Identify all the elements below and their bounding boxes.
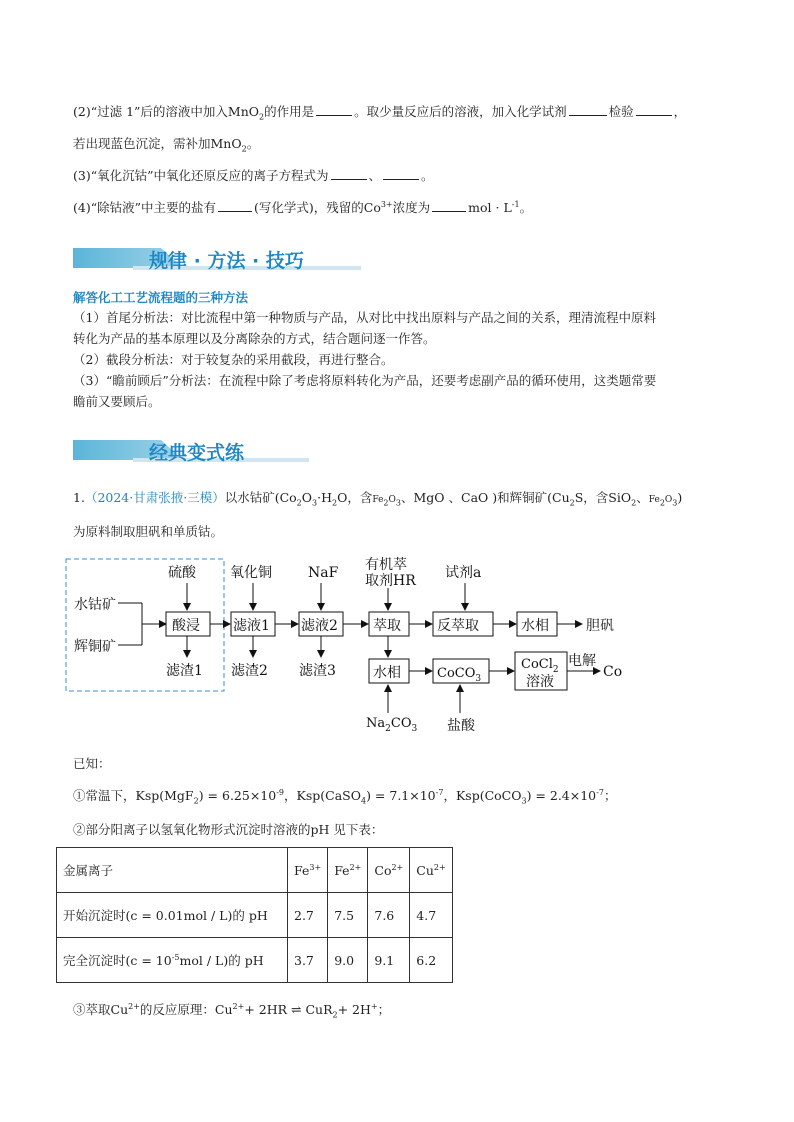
svg-text:Na2CO3: [366, 716, 417, 734]
answer-blank[interactable]: [569, 104, 607, 116]
table-cell: 开始沉淀时(c = 0.01mol / L)的 pH: [57, 893, 288, 938]
q2-text-c: 。取少量反应后的溶液，加入化学试剂: [354, 104, 567, 119]
q3-text-c: 。: [421, 168, 434, 183]
ksp-text: ①常温下，Ksp(MgF: [73, 788, 194, 803]
product-2-label: Co: [603, 664, 623, 680]
ksp-text: ，Ksp(CaSO: [284, 788, 361, 803]
stem-sub: 2: [659, 498, 665, 508]
ph-table: [56, 847, 453, 983]
ksp-exp: -7: [596, 787, 604, 797]
table-header-sup: 2+: [391, 862, 404, 872]
question-3: [73, 168, 434, 184]
q4-text-e: 。: [519, 200, 533, 215]
question-4: [73, 200, 532, 216]
q2-text-d: 检验: [608, 104, 634, 119]
ksp-sub: 3: [521, 796, 527, 806]
extractant-label-2: 取剂HR: [365, 573, 416, 589]
na2co3-label: Na: [366, 716, 386, 731]
cocl2-label: CoCl: [521, 657, 553, 672]
ksp-sub: 2: [193, 796, 199, 806]
filtrate-1-label: 滤液1: [233, 618, 270, 634]
problem-1-line-1: [73, 490, 682, 508]
table-row: [57, 938, 453, 983]
known-item-1: [73, 788, 616, 804]
row2-label: 完全沉淀时(c = 10: [63, 953, 172, 968]
coco3-label: CoCO: [437, 666, 476, 681]
ksp-exp: -9: [276, 787, 285, 797]
extract-label: 萃取: [373, 618, 401, 634]
known-item-3: [73, 1002, 390, 1018]
stem-sub: 2: [383, 498, 389, 508]
table-row: [57, 848, 453, 893]
reaction-sup: 2+: [232, 1001, 245, 1011]
stem-sub: 2: [631, 498, 637, 508]
q2-line2-sub: 2: [241, 144, 247, 154]
answer-blank[interactable]: [636, 104, 672, 116]
ksp-text: ；: [603, 788, 617, 803]
ksp-text: ) = 6.25×10: [198, 788, 277, 803]
stem-text: O: [301, 490, 313, 505]
hcl-label: 盐酸: [447, 718, 475, 734]
answer-blank[interactable]: [316, 104, 352, 116]
method-2: （2）截段分析法：对于较复杂的采用截段，再进行整合。: [73, 352, 394, 367]
q2-text-a: (2)“过滤 1”后的溶液中加入MnO: [73, 104, 260, 119]
residue-3-label: 滤渣3: [299, 663, 336, 679]
stem-sub: 3: [395, 498, 401, 508]
answer-blank[interactable]: [331, 168, 367, 180]
ksp-exp: -7: [435, 787, 444, 797]
stem-text: O: [388, 495, 396, 505]
stem-text: 、: [636, 490, 649, 505]
stem-text: ·H: [317, 490, 332, 505]
electrolysis-label: 电解: [568, 653, 596, 669]
na2co3-mid: CO: [390, 716, 412, 731]
table-header: Fe: [334, 862, 350, 878]
filtrate-2-label: 滤液2: [301, 618, 338, 634]
table-header: Cu: [416, 862, 434, 878]
stem-text: S，含SiO: [574, 490, 632, 505]
table-cell: 3.7: [288, 938, 328, 983]
table-cell: 7.5: [328, 893, 368, 938]
ksp-sub: 4: [360, 796, 367, 806]
table-header-sup: 2+: [349, 862, 362, 872]
ore-1-label: 水钴矿: [74, 597, 116, 613]
section-title: 经典变式练: [149, 442, 245, 464]
q4-text-a: (4)“除钴液”中主要的盐有: [73, 200, 216, 215]
stem-sub: 2: [331, 498, 338, 508]
reagent-a-label: 试剂a: [445, 565, 482, 581]
cocl2-solution-label: 溶液: [526, 674, 554, 690]
source-tag: （2024·甘肃张掖·三模）: [84, 490, 225, 505]
product-1-label: 胆矾: [586, 618, 614, 634]
answer-blank[interactable]: [383, 168, 419, 180]
table-header: Co: [374, 862, 392, 878]
acid-label: 硫酸: [168, 565, 196, 581]
table-cell: 7.6: [368, 893, 410, 938]
stem-text: O: [664, 495, 673, 505]
known-title: 已知：: [73, 756, 111, 771]
ksp-text: ) = 2.4×10: [526, 788, 597, 803]
method-3-line-2: 瞻前又要顾后。: [73, 394, 161, 409]
extractant-label-1: 有机萃: [365, 557, 407, 573]
table-cell: 4.7: [410, 893, 452, 938]
q4-text-d: mol · L: [468, 200, 512, 215]
method-3-line-1: （3）“瞻前顾后”分析法：在流程中除了考虑将原料转化为产品，还要考虑副产品的循环使用，这类题常要: [73, 373, 657, 388]
residue-2-label: 滤渣2: [231, 663, 268, 679]
table-cell: 2.7: [288, 893, 328, 938]
q2-sub: 2: [259, 112, 265, 122]
aqueous-1-label: 水相: [521, 618, 549, 634]
q4-text-c: 浓度为: [392, 200, 431, 215]
ksp-text: ，Ksp(CoCO: [443, 788, 522, 803]
ksp-text: ) = 7.1×10: [366, 788, 436, 803]
aqueous-2-label: 水相: [373, 665, 401, 681]
table-header-sup: 2+: [433, 862, 446, 872]
stem-text: Fe: [372, 495, 384, 505]
answer-blank[interactable]: [432, 200, 466, 212]
coco3-sub: 3: [475, 674, 482, 684]
q4-sup2: -1: [511, 199, 520, 209]
stem-sub: 2: [569, 498, 575, 508]
cocl2-sub: 2: [552, 665, 559, 675]
reaction-sup: +: [370, 1001, 378, 1011]
stem-text: Fe: [648, 495, 660, 505]
question-2-line-2: [73, 136, 259, 152]
stem-text: 、MgO 、CaO )和辉铜矿(Cu: [401, 490, 570, 505]
answer-blank[interactable]: [218, 200, 252, 212]
q4-sup: 3+: [380, 199, 393, 209]
table-header-sup: 3+: [309, 862, 322, 872]
table-cell: 6.2: [410, 938, 452, 983]
table-header: Fe: [294, 862, 310, 878]
method-1-line-1: （1）首尾分析法：对比流程中第一种物质与产品，从对比中找出原料与产品之间的关系，理清流程中原料: [73, 310, 656, 325]
problem-number: 1.: [73, 490, 85, 505]
table-cell: 9.0: [328, 938, 368, 983]
table-cell: 9.1: [368, 938, 410, 983]
table-row: [57, 893, 453, 938]
reaction-sub: 2: [332, 1010, 338, 1020]
svg-text:CoCl2: [521, 657, 559, 675]
row2-label-sup: -5: [171, 952, 180, 962]
table-header: 金属离子: [57, 848, 288, 893]
back-extract-label: 反萃取: [437, 618, 479, 634]
reaction-text: ③萃取Cu: [73, 1002, 129, 1017]
q2-text-e: ，: [673, 104, 687, 119]
reaction-text: 的反应原理：Cu: [139, 1002, 233, 1017]
q3-text-a: (3)“氧化沉钴”中氧化还原反应的离子方程式为: [73, 168, 329, 183]
cuo-label: 氧化铜: [230, 565, 272, 581]
reaction-text: + 2HR ⇌ CuR: [244, 1002, 333, 1017]
reaction-sup: 2+: [128, 1001, 140, 1011]
naf-label: NaF: [308, 565, 339, 581]
stem-sub: 3: [312, 498, 318, 508]
methods-heading: 解答化工工艺流程题的三种方法: [73, 290, 249, 305]
section-banner-methods: [73, 248, 363, 278]
reaction-text: + 2H: [337, 1002, 371, 1017]
row2-label: mol / L)的 pH: [179, 953, 264, 968]
ore-2-label: 辉铜矿: [74, 639, 116, 655]
na2co3-sub-2: 2: [385, 724, 391, 734]
q2-line2-text: 若出现蓝色沉淀，需补加MnO: [73, 136, 242, 151]
na2co3-sub-3: 3: [411, 724, 418, 734]
svg-text:CoCO3: [437, 666, 481, 684]
section-title: 规律 · 方法 · 技巧: [149, 250, 304, 272]
method-1-line-2: 转化为产品的基本原理以及分离除杂的方式，结合题问逐一作答。: [73, 331, 436, 346]
question-2-line-1: [73, 104, 686, 120]
q4-text-b: (写化学式)，残留的Co: [254, 200, 381, 215]
stem-sub: 2: [296, 498, 302, 508]
leach-label: 酸浸: [172, 618, 200, 634]
table-cell: [57, 938, 288, 983]
stem-sub: 3: [672, 498, 678, 508]
stem-text: O，含: [337, 490, 373, 505]
problem-1-line-2: 为原料制取胆矾和单质钴。: [73, 524, 224, 539]
stem-text: 以水钴矿(Co: [224, 490, 297, 505]
stem-text: ): [677, 490, 683, 505]
known-item-2: ②部分阳离子以氢氧化物形式沉淀时溶液的pH 见下表：: [73, 822, 384, 837]
q3-text-b: 、: [368, 168, 382, 183]
reaction-text: ；: [377, 1002, 391, 1017]
q2-text-b: 的作用是: [264, 104, 315, 119]
process-flow-diagram: [60, 555, 660, 755]
residue-1-label: 滤渣1: [166, 663, 203, 679]
q2-line2-end: 。: [246, 136, 260, 151]
section-banner-practice: [73, 440, 313, 470]
